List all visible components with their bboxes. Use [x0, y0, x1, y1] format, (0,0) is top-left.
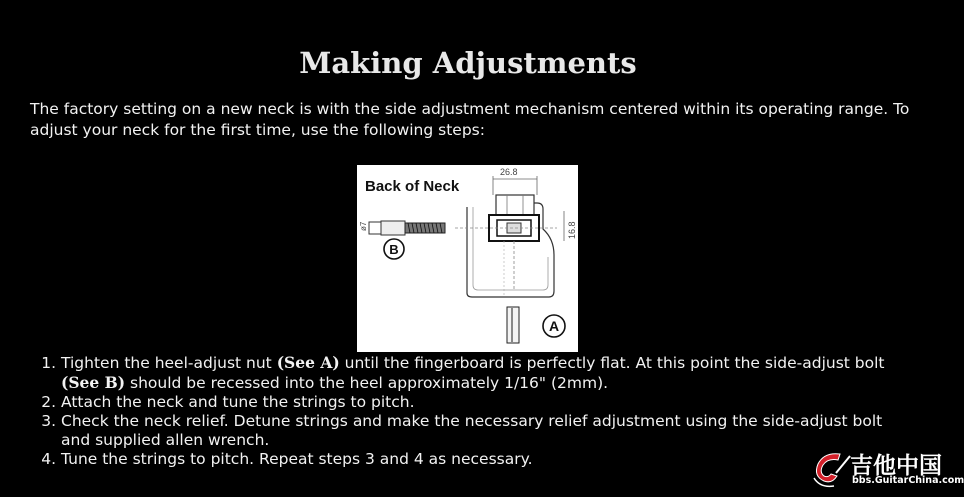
page-title: Making Adjustments: [299, 46, 637, 80]
dim-top-label: 26.8: [500, 167, 518, 177]
watermark-url: bbs.GuitarChina.com: [852, 475, 964, 486]
bolt-b-collar: [381, 221, 405, 235]
site-watermark: [810, 446, 964, 492]
step-item: 4. Tune the strings to pitch. Repeat steps 3 and 4 as necessary.: [61, 450, 900, 469]
label-a: A: [548, 318, 560, 334]
dim-left-label: ø7: [359, 221, 368, 231]
adjustment-block-core: [507, 223, 521, 233]
adjustment-steps-list: [20, 353, 900, 469]
watermark-chinese-text: 吉他中国: [850, 453, 942, 479]
neck-diagram-svg: [357, 165, 578, 352]
guitar-logo-icon: [810, 448, 854, 492]
step-item: 3. Check the neck relief. Detune strings and make the necessary relief adjustment using the side-adjust bolt and supplied allen wrench.: [61, 412, 900, 450]
bolt-b-head: [369, 222, 381, 234]
label-b: B: [389, 242, 399, 257]
dim-right-label: 16.8: [567, 221, 577, 239]
see-a-reference: (See A): [276, 353, 340, 372]
diagram-heading: Back of Neck: [365, 178, 460, 195]
step-item: 1. Tighten the heel-adjust nut (See A) until the fingerboard is perfectly flat. At this point the side-adjust bolt (See B) should be recessed into the heel approximately 1/16" (2mm).: [61, 353, 900, 393]
step-item: 2. Attach the neck and tune the strings to pitch.: [61, 393, 900, 412]
see-b-reference: (See B): [61, 373, 126, 392]
back-of-neck-diagram: [357, 165, 578, 352]
intro-paragraph: The factory setting on a new neck is with the side adjustment mechanism centered within its operating range. To adjust your neck for the first time, use the following steps:: [30, 100, 910, 139]
